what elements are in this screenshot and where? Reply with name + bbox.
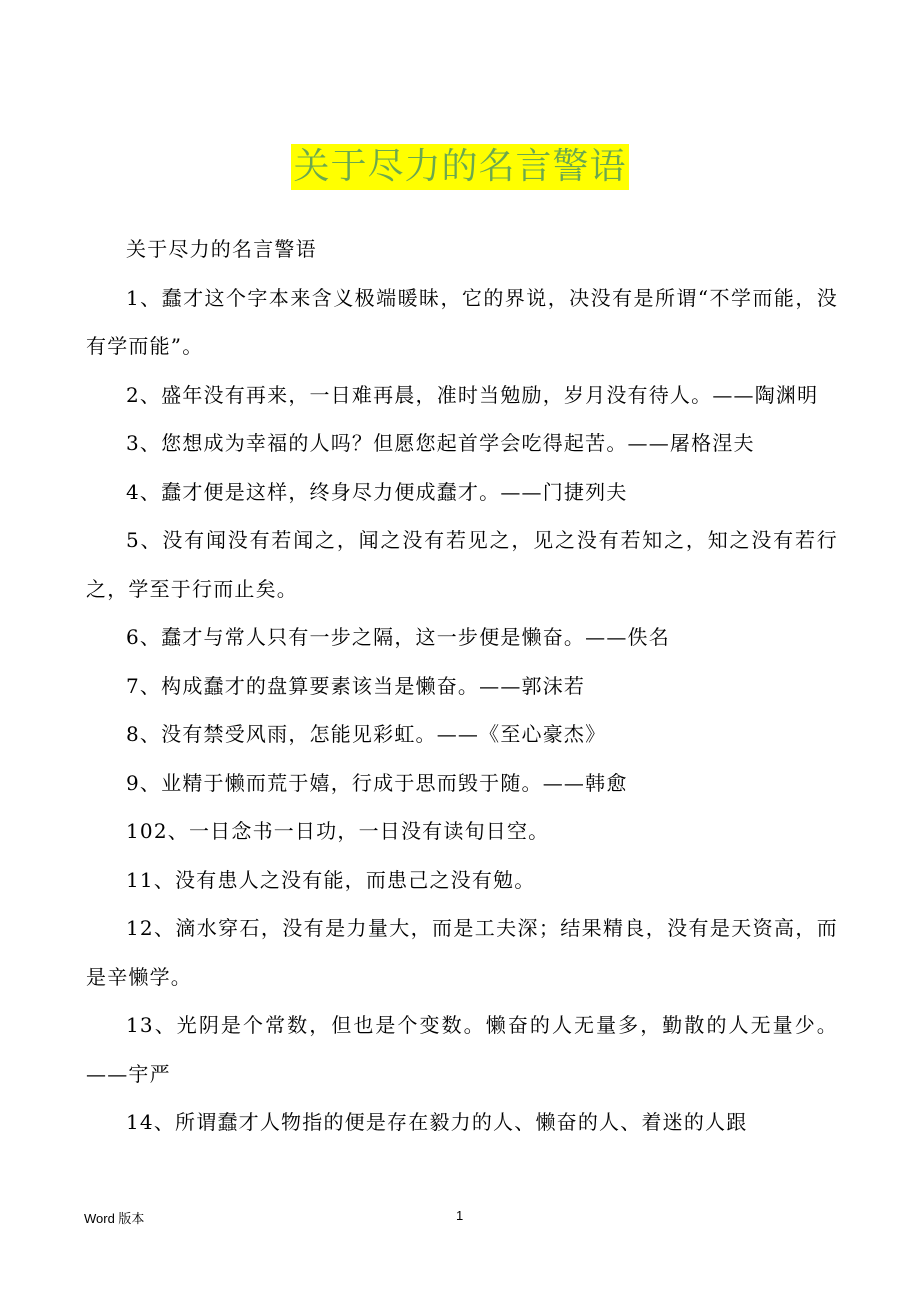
quote-10: 102、一日念书一日功，一日没有读旬日空。	[126, 819, 550, 843]
footer-label: Word 版本	[84, 1211, 145, 1226]
title-container	[0, 144, 920, 190]
quote-14: 14、所谓蠢才人物指的便是存在毅力的人、懒奋的人、着迷的人跟	[126, 1110, 748, 1134]
quote-11: 11、没有患人之没有能，而患己之没有勉。	[126, 867, 536, 892]
quote-12: 12、滴水穿石，没有是力量大，而是工夫深；结果精良，没有是天资高，而是辛懒学。	[86, 916, 838, 989]
quote-8: 8、没有禁受风雨，怎能见彩虹。——《至心豪杰》	[126, 722, 607, 746]
document-title: 关于尽力的名言警语	[291, 144, 628, 190]
page-number: 1	[456, 1208, 464, 1223]
quote-5: 5、没有闻没有若闻之，闻之没有若见之，见之没有若知之，知之没有若行之，学至于行而止矣。	[86, 528, 838, 601]
document-body	[86, 225, 838, 1147]
quote-4: 4、蠢才便是这样，终身尽力便成蠢才。——门捷列夫	[126, 479, 628, 504]
quote-13: 13、光阴是个常数，但也是个变数。懒奋的人无量多，勤散的人无量少。——宇严	[86, 1013, 838, 1086]
quote-9: 9、业精于懒而荒于嬉，行成于思而毁于随。——韩愈	[126, 770, 628, 795]
quote-2: 2、盛年没有再来，一日难再晨，准时当勉励，岁月没有待人。——陶渊明	[126, 382, 819, 407]
quote-3: 3、您想成为幸福的人吗？但愿您起首学会吃得起苦。——屠格涅夫	[126, 431, 755, 455]
paragraph-subtitle: 关于尽力的名言警语	[126, 237, 317, 261]
quote-1: 1、蠢才这个字本来含义极端暖昧，它的界说，决没有是所谓“不学而能，没有学而能”。	[86, 285, 838, 358]
quote-7: 7、构成蠢才的盘算要素该当是懒奋。——郭沫若	[126, 673, 586, 698]
quote-6: 6、蠢才与常人只有一步之隔，这一步便是懒奋。——佚名	[126, 625, 670, 649]
